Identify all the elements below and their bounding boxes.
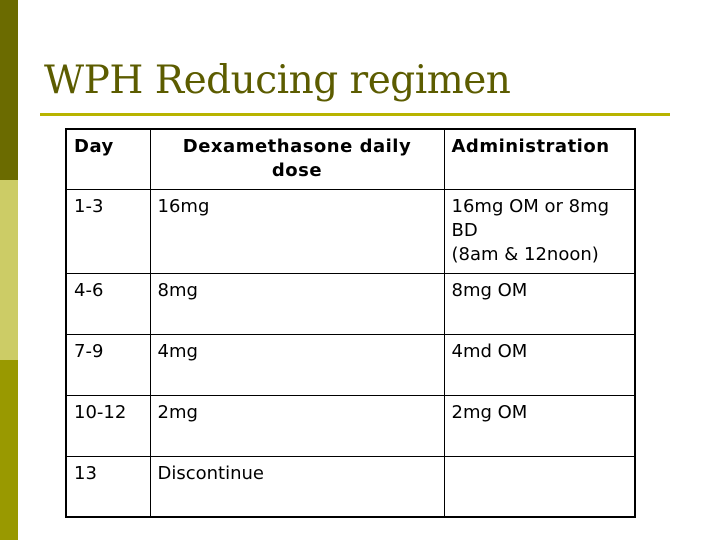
slide-title: WPH Reducing regimen — [44, 58, 511, 103]
cell-day: 7-9 — [66, 334, 150, 395]
side-bar-bottom — [0, 360, 18, 540]
administration-line: (8am & 12noon) — [451, 243, 599, 265]
title-rule — [40, 113, 670, 116]
cell-day: 13 — [66, 456, 150, 517]
header-day: Day — [66, 129, 150, 189]
header-dose: Dexamethasone daily dose — [150, 129, 444, 189]
table-row — [66, 395, 635, 456]
cell-administration: 8mg OM — [444, 273, 635, 334]
cell-dose: 4mg — [150, 334, 444, 395]
regimen-table — [65, 128, 636, 518]
cell-administration: 2mg OM — [444, 395, 635, 456]
cell-dose: 8mg — [150, 273, 444, 334]
cell-administration — [444, 456, 635, 517]
cell-day: 1-3 — [66, 189, 150, 273]
table-row — [66, 456, 635, 517]
administration-line: 16mg OM or 8mg BD — [451, 195, 610, 241]
cell-day: 4-6 — [66, 273, 150, 334]
cell-dose: 2mg — [150, 395, 444, 456]
cell-day: 10-12 — [66, 395, 150, 456]
table-row — [66, 273, 635, 334]
header-administration: Administration — [444, 129, 635, 189]
cell-dose: Discontinue — [150, 456, 444, 517]
cell-dose: 16mg — [150, 189, 444, 273]
cell-administration: 4md OM — [444, 334, 635, 395]
cell-administration — [444, 189, 635, 273]
table-row — [66, 334, 635, 395]
side-bar-middle — [0, 180, 18, 360]
table-row — [66, 189, 635, 273]
table-header-row — [66, 129, 635, 189]
side-bar-top — [0, 0, 18, 180]
